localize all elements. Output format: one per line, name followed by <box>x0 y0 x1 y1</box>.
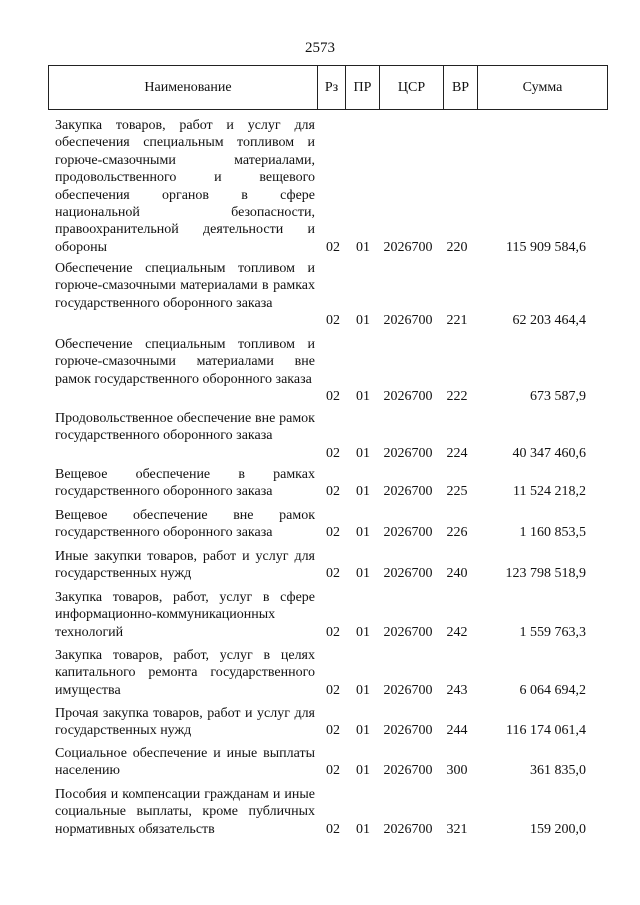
row-rz: 02 <box>326 763 340 778</box>
row-vr: 226 <box>446 525 468 540</box>
row-sum: 11 524 218,2 <box>513 484 586 499</box>
row-name: Обеспечение специальным топливом и горюче-смазочными материалами в рамках государственного оборонного заказа <box>55 261 315 311</box>
row-csr: 2026700 <box>383 240 433 255</box>
row-csr: 2026700 <box>383 822 433 837</box>
row-csr: 2026700 <box>383 683 433 698</box>
table-row <box>48 548 608 584</box>
row-rz: 02 <box>326 625 340 640</box>
header-csr: ЦСР <box>379 66 443 109</box>
row-sum: 116 174 061,4 <box>506 723 586 738</box>
row-pr: 01 <box>356 822 370 837</box>
table-row <box>48 589 608 643</box>
row-sum: 6 064 694,2 <box>519 683 586 698</box>
page-number: 2573 <box>305 40 335 56</box>
row-name: Прочая закупка товаров, работ и услуг для государственных нужд <box>55 706 315 739</box>
row-name: Закупка товаров, работ, услуг в сфере информационно-коммуникационных технологий <box>55 590 315 640</box>
table-row <box>48 705 608 741</box>
table-row <box>48 410 608 464</box>
row-sum: 115 909 584,6 <box>506 240 586 255</box>
row-pr: 01 <box>356 484 370 499</box>
row-csr: 2026700 <box>383 723 433 738</box>
row-pr: 01 <box>356 625 370 640</box>
row-vr: 240 <box>446 566 468 581</box>
table-row <box>48 466 608 502</box>
row-vr: 220 <box>446 240 468 255</box>
row-rz: 02 <box>326 484 340 499</box>
row-csr: 2026700 <box>383 525 433 540</box>
row-vr: 244 <box>446 723 468 738</box>
row-pr: 01 <box>356 566 370 581</box>
row-vr: 221 <box>446 313 468 328</box>
row-rz: 02 <box>326 566 340 581</box>
row-vr: 242 <box>446 625 468 640</box>
row-rz: 02 <box>326 240 340 255</box>
row-name: Продовольственное обеспечение вне рамок государственного оборонного заказа <box>55 411 315 444</box>
row-name: Закупка товаров, работ и услуг для обеспечения специальным топливом и горюче-смазочными материалами, продовольственного и вещевого обеспечения органов в сфере национальной безопасности, правоохранительной деятельности и обороны <box>55 118 315 255</box>
row-pr: 01 <box>356 313 370 328</box>
row-sum: 1 160 853,5 <box>519 525 586 540</box>
row-pr: 01 <box>356 525 370 540</box>
row-vr: 300 <box>446 763 468 778</box>
table-row <box>48 507 608 543</box>
row-rz: 02 <box>326 313 340 328</box>
row-rz: 02 <box>326 446 340 461</box>
row-csr: 2026700 <box>383 625 433 640</box>
row-rz: 02 <box>326 822 340 837</box>
row-name: Вещевое обеспечение вне рамок государственного оборонного заказа <box>55 508 315 541</box>
row-csr: 2026700 <box>383 389 433 404</box>
table-header <box>48 65 608 110</box>
header-rz: Рз <box>317 66 345 109</box>
row-rz: 02 <box>326 525 340 540</box>
row-pr: 01 <box>356 446 370 461</box>
row-csr: 2026700 <box>383 313 433 328</box>
row-pr: 01 <box>356 723 370 738</box>
row-vr: 243 <box>446 683 468 698</box>
row-rz: 02 <box>326 389 340 404</box>
row-csr: 2026700 <box>383 446 433 461</box>
row-rz: 02 <box>326 723 340 738</box>
header-sum: Сумма <box>477 66 607 109</box>
row-rz: 02 <box>326 683 340 698</box>
row-name: Вещевое обеспечение в рамках государственного оборонного заказа <box>55 467 315 500</box>
row-name: Обеспечение специальным топливом и горюче-смазочными материалами вне рамок государственного оборонного заказа <box>55 337 315 387</box>
row-csr: 2026700 <box>383 484 433 499</box>
row-vr: 222 <box>446 389 468 404</box>
header-vr: ВР <box>443 66 477 109</box>
row-sum: 159 200,0 <box>530 822 586 837</box>
row-sum: 1 559 763,3 <box>519 625 586 640</box>
row-sum: 673 587,9 <box>530 389 586 404</box>
row-pr: 01 <box>356 683 370 698</box>
row-csr: 2026700 <box>383 566 433 581</box>
row-sum: 40 347 460,6 <box>512 446 586 461</box>
table-row <box>48 336 608 406</box>
table-row <box>48 117 608 257</box>
table-row <box>48 260 608 330</box>
table-row <box>48 786 608 840</box>
row-pr: 01 <box>356 240 370 255</box>
row-vr: 224 <box>446 446 468 461</box>
row-name: Закупка товаров, работ, услуг в целях капитального ремонта государственного имущества <box>55 648 315 698</box>
row-name: Пособия и компенсации гражданам и иные социальные выплаты, кроме публичных нормативных обязательств <box>55 787 315 837</box>
row-name: Социальное обеспечение и иные выплаты населению <box>55 746 315 779</box>
row-sum: 123 798 518,9 <box>505 566 586 581</box>
row-vr: 321 <box>446 822 468 837</box>
row-sum: 62 203 464,4 <box>512 313 586 328</box>
row-pr: 01 <box>356 389 370 404</box>
table-row <box>48 647 608 701</box>
header-name: Наименование <box>144 80 232 95</box>
row-sum: 361 835,0 <box>530 763 586 778</box>
row-pr: 01 <box>356 763 370 778</box>
row-name: Иные закупки товаров, работ и услуг для государственных нужд <box>55 549 315 582</box>
header-pr: ПР <box>345 66 379 109</box>
table-row <box>48 745 608 781</box>
row-csr: 2026700 <box>383 763 433 778</box>
row-vr: 225 <box>446 484 468 499</box>
